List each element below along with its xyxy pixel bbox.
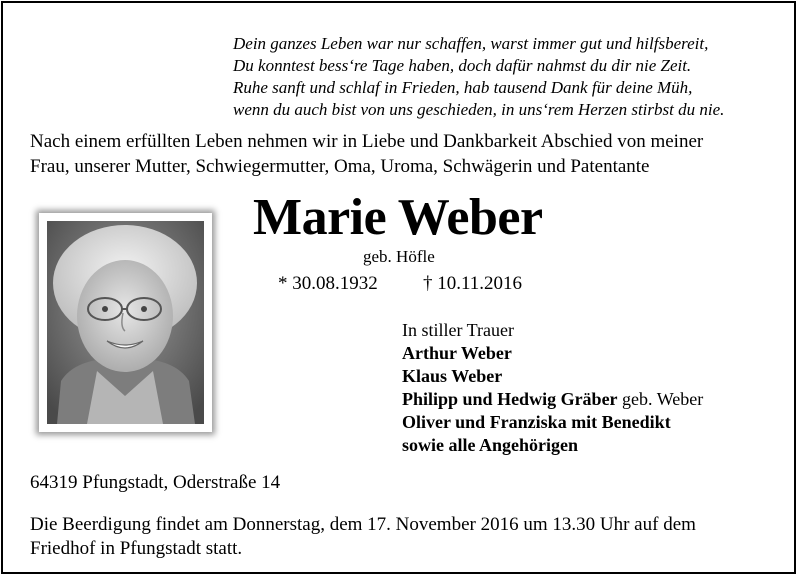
birth-date: * 30.08.1932 bbox=[278, 273, 378, 294]
obituary-notice bbox=[1, 1, 796, 574]
intro-text bbox=[30, 129, 790, 179]
mourner-name: Arthur Weber bbox=[402, 343, 512, 363]
poem-line: Dein ganzes Leben war nur schaffen, warst immer gut und hilfsbereit, bbox=[233, 34, 709, 53]
funeral-line: Die Beerdigung findet am Donnerstag, dem 17. November 2016 um 13.30 Uhr auf dem bbox=[30, 514, 696, 535]
death-date: † 10.11.2016 bbox=[423, 273, 523, 294]
portrait-image bbox=[47, 221, 204, 424]
poem-line: Ruhe sanft und schlaf in Frieden, hab tausend Dank für deine Müh, bbox=[233, 78, 693, 97]
mourner-name: sowie alle Angehörigen bbox=[402, 435, 578, 455]
mourner-entry bbox=[402, 388, 703, 411]
portrait-photo bbox=[47, 221, 204, 424]
poem-line: wenn du auch bist von uns geschieden, in uns‘rem Herzen stirbst du nie. bbox=[233, 100, 725, 119]
mourner-suffix: geb. Weber bbox=[617, 389, 704, 409]
poem-line: Du konntest bess‘re Tage haben, doch dafür nahmst du dir nie Zeit. bbox=[233, 56, 692, 75]
mourner-entry bbox=[402, 411, 703, 434]
deceased-name: Marie Weber bbox=[253, 189, 543, 246]
mourner-name: Oliver und Franziska mit Benedikt bbox=[402, 412, 671, 432]
intro-line: Frau, unserer Mutter, Schwiegermutter, Oma, Uroma, Schwägerin und Patentante bbox=[30, 156, 650, 177]
mourner-entry bbox=[402, 342, 703, 365]
intro-line: Nach einem erfüllten Leben nehmen wir in Liebe und Dankbarkeit Abschied von meiner bbox=[30, 131, 704, 152]
maiden-name: geb. Höfle bbox=[363, 247, 435, 266]
mourners-list bbox=[402, 319, 703, 457]
mourner-entry bbox=[402, 434, 703, 457]
poem bbox=[233, 33, 793, 121]
mourner-name: Klaus Weber bbox=[402, 366, 503, 386]
funeral-info bbox=[30, 513, 790, 561]
family-address: 64319 Pfungstadt, Oderstraße 14 bbox=[30, 472, 281, 493]
mourners-heading: In stiller Trauer bbox=[402, 320, 514, 340]
funeral-line: Friedhof in Pfungstadt statt. bbox=[30, 538, 243, 559]
mourner-entry bbox=[402, 365, 703, 388]
mourner-name: Philipp und Hedwig Gräber bbox=[402, 389, 618, 409]
